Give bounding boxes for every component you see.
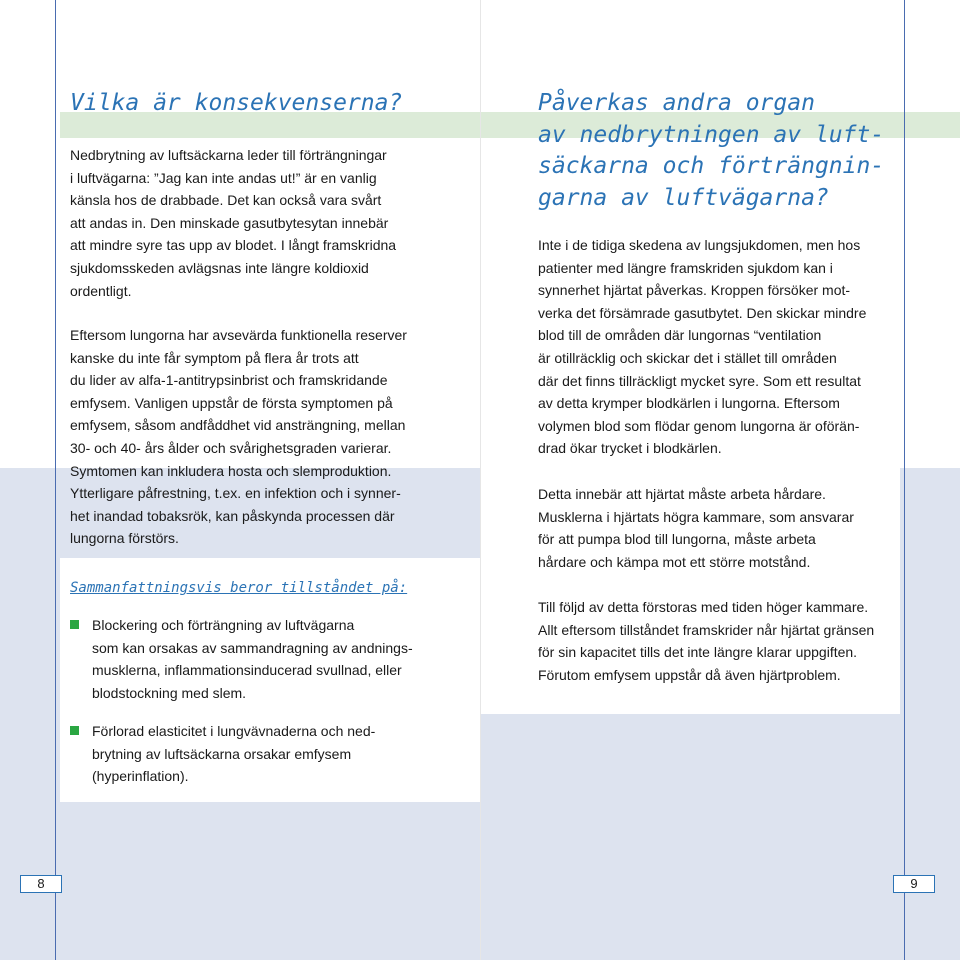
text-line: blod till de områden där lungornas “ventilation: [538, 327, 822, 344]
right-margin-line: [904, 0, 905, 960]
text-line: Förutom emfysem uppstår då även hjärtproblem.: [538, 666, 841, 683]
text-line: som kan orsakas av sammandragning av andnings-: [92, 639, 413, 656]
text-line: där det finns tillräckligt mycket syre. Som ett resultat: [538, 372, 861, 389]
text-line: Eftersom lungorna har avsevärda funktionella reserver: [70, 327, 407, 343]
text-line: Blockering och förträngning av luftvägarna: [92, 617, 355, 633]
text-line: lungorna förstörs.: [70, 530, 179, 547]
text-line: ordentligt.: [70, 282, 132, 299]
right-heading: [538, 88, 884, 214]
text-line: Musklerna i hjärtats högra kammare, som ansvarar: [538, 508, 854, 525]
bullet-square-icon: [70, 726, 79, 735]
text-line: hårdare och kämpa mot ett större motstånd.: [538, 553, 811, 570]
text-line: för sin kapacitet tills det inte längre klarar uppgiften.: [538, 644, 858, 661]
text-line: drad ökar trycket i blodkärlen.: [538, 440, 722, 457]
left-margin-line: [55, 0, 56, 960]
text-line: Inte i de tidiga skedena av lungsjukdomen, men hos: [538, 237, 861, 253]
left-paragraph-2: [70, 324, 407, 550]
text-line: är otillräcklig och skickar det i stället till områden: [538, 349, 837, 366]
text-line: (hyperinflation).: [92, 768, 189, 785]
text-line: Ytterligare påfrestning, t.ex. en infektion och i synner-: [70, 485, 401, 502]
heading-line: Påverkas andra organ: [538, 90, 815, 116]
text-line: att mindre syre tas upp av blodet. I långt framskridna: [70, 237, 397, 254]
text-line: Förlorad elasticitet i lungvävnaderna och ned-: [92, 723, 376, 739]
text-line: i luftvägarna: ”Jag kan inte andas ut!” är en vanlig: [70, 169, 377, 186]
text-line: verka det försämrade gasutbytet. Den skickar mindre: [538, 304, 867, 321]
bullet-square-icon: [70, 620, 79, 629]
text-line: Symtomen kan inkludera hosta och slemproduktion.: [70, 462, 392, 479]
text-line: Nedbrytning av luftsäckarna leder till förträngningar: [70, 147, 387, 163]
text-line: synnerhet hjärtat påverkas. Kroppen försöker mot-: [538, 282, 851, 299]
text-line: Detta innebär att hjärtat måste arbeta hårdare.: [538, 486, 826, 502]
right-paragraph-2: [538, 483, 854, 573]
text-line: kanske du inte får symptom på flera år trots att: [70, 349, 359, 366]
text-line: emfysem. Vanligen uppstår de första symptomen på: [70, 394, 393, 411]
text-line: het inandad tobaksrök, kan påskynda processen där: [70, 507, 395, 524]
text-line: av detta krymper blodkärlen i lungorna. Eftersom: [538, 395, 840, 412]
text-line: känsla hos de drabbade. Det kan också vara svårt: [70, 192, 382, 209]
text-line: brytning av luftsäckarna orsakar emfysem: [92, 745, 352, 762]
heading-line: av nedbrytningen av luft-: [538, 121, 885, 148]
text-line: du lider av alfa-1-antitrypsinbrist och framskridande: [70, 372, 388, 389]
text-line: sjukdomsskeden avlägsnas inte längre koldioxid: [70, 259, 369, 276]
text-line: för att pumpa blod till lungorna, måste arbeta: [538, 531, 816, 548]
heading-line: säckarna och förträngnin-: [538, 153, 885, 179]
page-fold: [480, 0, 481, 960]
text-line: blodstockning med slem.: [92, 684, 247, 701]
text-line: emfysem, såsom andfåddhet vid ansträngning, mellan: [70, 417, 406, 434]
text-line: 30- och 40- års ålder och svårighetsgraden varierar.: [70, 439, 392, 456]
page-number-right: 9: [893, 875, 935, 893]
right-paragraph-3: [538, 596, 874, 686]
summary-heading: Sammanfattningsvis beror tillståndet på:: [70, 580, 408, 596]
text-line: Allt eftersom tillståndet framskrider når hjärtat gränsen: [538, 621, 875, 638]
right-paragraph-1: [538, 234, 866, 460]
text-line: musklerna, inflammationsinducerad svullnad, eller: [92, 662, 402, 679]
heading-line: garna av luftvägarna?: [538, 184, 829, 211]
text-line: volymen blod som flödar genom lungorna är oförän-: [538, 417, 860, 434]
text-line: att andas in. Den minskade gasutbytesytan innebär: [70, 214, 389, 231]
text-line: patienter med längre framskriden sjukdom kan i: [538, 259, 833, 276]
text-line: Till följd av detta förstoras med tiden höger kammare.: [538, 599, 869, 615]
left-heading: Vilka är konsekvenserna?: [70, 90, 403, 116]
left-paragraph-1: [70, 144, 396, 302]
page-number-left: 8: [20, 875, 62, 893]
